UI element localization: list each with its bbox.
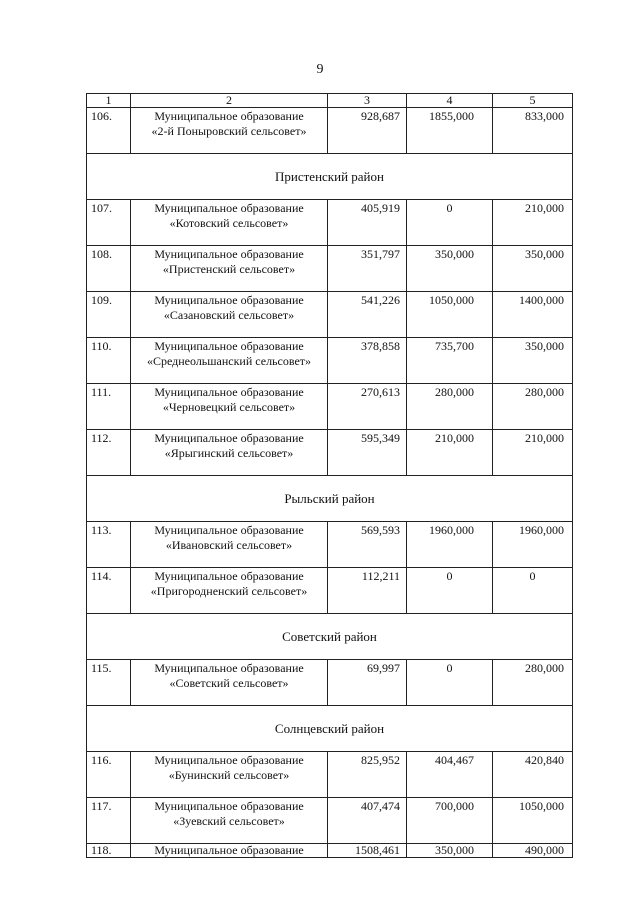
- row-number: 118.: [87, 844, 131, 858]
- municipality-name: [131, 430, 328, 476]
- municipality-name: [131, 522, 328, 568]
- row-number: 116.: [87, 752, 131, 798]
- municipality-name: [131, 568, 328, 614]
- municipality-name: [131, 752, 328, 798]
- value-col-4: 700,000: [407, 798, 493, 844]
- value-col-3: 825,952: [328, 752, 407, 798]
- district-title: Пристенский район: [87, 154, 573, 200]
- value-col-5: 1050,000: [493, 798, 573, 844]
- name-value: «Ивановский сельсовет»: [165, 538, 293, 552]
- value-col-4: 735,700: [407, 338, 493, 384]
- value-col-5: 210,000: [493, 430, 573, 476]
- row-number: 110.: [87, 338, 131, 384]
- municipality-name: [131, 798, 328, 844]
- header-cell: 4: [407, 94, 493, 108]
- table-row: [87, 292, 573, 338]
- row-number: 107.: [87, 200, 131, 246]
- value-col-4: 0: [407, 568, 493, 614]
- table-row: [87, 844, 573, 858]
- district-title: Советский район: [87, 614, 573, 660]
- name-value: «2-й Поныровский сельсовет»: [151, 124, 307, 138]
- value-col-4: 1050,000: [407, 292, 493, 338]
- name-value: «Среднеольшанский сельсовет»: [146, 354, 312, 368]
- table-row: [87, 568, 573, 614]
- value-col-4: 1855,000: [407, 108, 493, 154]
- municipality-name: [131, 200, 328, 246]
- table-row: [87, 522, 573, 568]
- value-col-4: 404,467: [407, 752, 493, 798]
- municipality-name: [131, 384, 328, 430]
- municipality-name: [131, 660, 328, 706]
- district-title: Рыльский район: [87, 476, 573, 522]
- value-col-5: 833,000: [493, 108, 573, 154]
- value-col-3: 541,226: [328, 292, 407, 338]
- row-number: 111.: [87, 384, 131, 430]
- value-col-5: 280,000: [493, 660, 573, 706]
- table-row: [87, 246, 573, 292]
- district-row: [87, 706, 573, 752]
- name-value: «Котовский сельсовет»: [169, 216, 289, 230]
- value-col-3: 405,919: [328, 200, 407, 246]
- value-col-5: 1960,000: [493, 522, 573, 568]
- name-value: «Бунинский сельсовет»: [168, 768, 290, 782]
- value-col-3: 407,474: [328, 798, 407, 844]
- row-number: 106.: [87, 108, 131, 154]
- municipality-name: [131, 338, 328, 384]
- row-number: 113.: [87, 522, 131, 568]
- row-number: 117.: [87, 798, 131, 844]
- value-col-5: 280,000: [493, 384, 573, 430]
- name-prefix: Муниципальное образование: [154, 293, 304, 307]
- district-row: [87, 614, 573, 660]
- district-row: [87, 476, 573, 522]
- header-cell: 5: [493, 94, 573, 108]
- municipality-name: [131, 246, 328, 292]
- table-row: [87, 660, 573, 706]
- value-col-4: 210,000: [407, 430, 493, 476]
- value-col-3: 270,613: [328, 384, 407, 430]
- value-col-4: 0: [407, 660, 493, 706]
- header-row: [87, 94, 573, 108]
- name-value: «Зуевский сельсовет»: [173, 814, 285, 828]
- table-row: [87, 200, 573, 246]
- name-value: «Сазановский сельсовет»: [163, 308, 295, 322]
- name-value: «Пригородненский сельсовет»: [150, 584, 308, 598]
- table-row: [87, 752, 573, 798]
- table-row: [87, 108, 573, 154]
- value-col-3: 928,687: [328, 108, 407, 154]
- municipality-name: [131, 292, 328, 338]
- value-col-3: 351,797: [328, 246, 407, 292]
- value-col-5: 350,000: [493, 338, 573, 384]
- value-col-4: 0: [407, 200, 493, 246]
- name-prefix: Муниципальное образование: [154, 109, 304, 123]
- value-col-4: 280,000: [407, 384, 493, 430]
- name-prefix: Муниципальное образование: [154, 385, 304, 399]
- row-number: 108.: [87, 246, 131, 292]
- value-col-3: 112,211: [328, 568, 407, 614]
- value-col-5: 210,000: [493, 200, 573, 246]
- name-prefix: Муниципальное образование: [154, 661, 304, 675]
- value-col-5: 350,000: [493, 246, 573, 292]
- district-row: [87, 154, 573, 200]
- table-row: [87, 798, 573, 844]
- value-col-4: 350,000: [407, 246, 493, 292]
- value-col-3: 1508,461: [328, 844, 407, 858]
- value-col-5: 0: [493, 568, 573, 614]
- name-value: «Советский сельсовет»: [169, 676, 289, 690]
- value-col-5: 420,840: [493, 752, 573, 798]
- name-prefix: Муниципальное образование: [154, 569, 304, 583]
- row-number: 115.: [87, 660, 131, 706]
- name-prefix: Муниципальное образование: [154, 247, 304, 261]
- header-cell: 2: [131, 94, 328, 108]
- name-prefix: Муниципальное образование: [154, 753, 304, 767]
- table-row: [87, 384, 573, 430]
- municipality-name: [131, 844, 328, 858]
- value-col-3: 595,349: [328, 430, 407, 476]
- row-number: 109.: [87, 292, 131, 338]
- row-number: 114.: [87, 568, 131, 614]
- name-prefix: Муниципальное образование: [154, 799, 304, 813]
- budget-table: [86, 93, 573, 858]
- name-prefix: Муниципальное образование: [154, 431, 304, 445]
- value-col-5: 1400,000: [493, 292, 573, 338]
- name-value: «Ярыгинский сельсовет»: [164, 446, 294, 460]
- row-number: 112.: [87, 430, 131, 476]
- value-col-3: 378,858: [328, 338, 407, 384]
- header-cell: 3: [328, 94, 407, 108]
- name-prefix: Муниципальное образование: [154, 523, 304, 537]
- page-number: 9: [316, 62, 324, 77]
- district-title: Солнцевский район: [87, 706, 573, 752]
- value-col-3: 69,997: [328, 660, 407, 706]
- value-col-4: 350,000: [407, 844, 493, 858]
- header-cell: 1: [87, 94, 131, 108]
- name-prefix: Муниципальное образование: [154, 843, 304, 857]
- table-row: [87, 338, 573, 384]
- value-col-3: 569,593: [328, 522, 407, 568]
- name-value: «Черновецкий сельсовет»: [162, 400, 296, 414]
- table-row: [87, 430, 573, 476]
- name-prefix: Муниципальное образование: [154, 201, 304, 215]
- value-col-4: 1960,000: [407, 522, 493, 568]
- municipality-name: [131, 108, 328, 154]
- name-value: «Пристенский сельсовет»: [162, 262, 296, 276]
- value-col-5: 490,000: [493, 844, 573, 858]
- name-prefix: Муниципальное образование: [154, 339, 304, 353]
